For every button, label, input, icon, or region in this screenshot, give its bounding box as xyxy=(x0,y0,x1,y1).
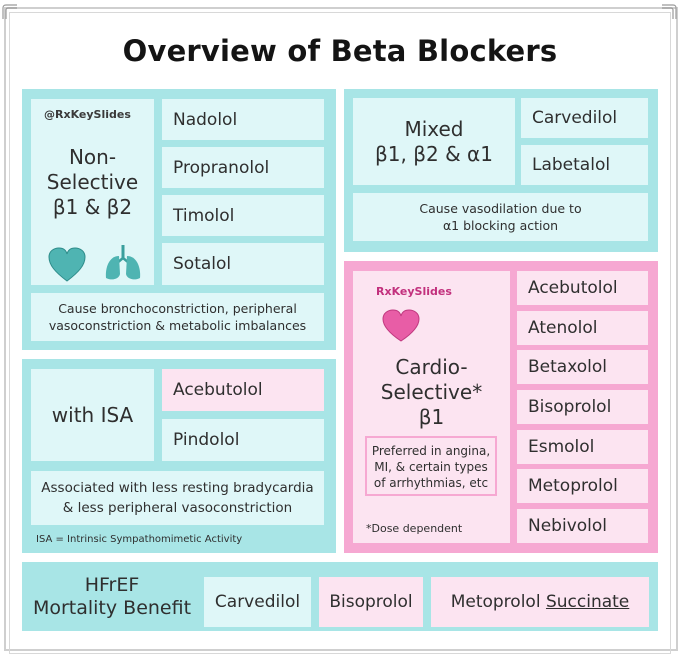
isa-footnote: ISA = Intrinsic Sympathomimetic Activity xyxy=(36,534,243,545)
cardio-selective-label: Cardio- Selective* β1 xyxy=(380,355,483,429)
drug-metoprolol: Metoprolol xyxy=(517,469,648,503)
heart-icon xyxy=(47,247,87,288)
hfref-drug-metoprolol-succinate: Metoprolol Succinate xyxy=(431,577,649,627)
drug-esmolol: Esmolol xyxy=(517,430,648,464)
non-selective-label-box xyxy=(31,99,154,285)
rxkeyslides-handle: RxKeySlides xyxy=(376,285,452,298)
drug-nebivolol: Nebivolol xyxy=(517,509,648,543)
corner-ornament-icon xyxy=(2,4,18,20)
rxkeyslides-handle: @RxKeySlides xyxy=(44,108,131,121)
heart-icon xyxy=(381,309,421,348)
mixed-note: Cause vasodilation due to α1 blocking action xyxy=(353,193,648,241)
drug-bisoprolol: Bisoprolol xyxy=(517,390,648,424)
drug-acebutolol-isa: Acebutolol xyxy=(162,369,324,411)
drug-sotalol: Sotalol xyxy=(162,243,324,285)
non-selective-panel xyxy=(22,89,336,350)
drug-labetalol: Labetalol xyxy=(521,145,648,185)
hfref-drug-carvedilol: Carvedilol xyxy=(204,577,311,627)
mixed-panel xyxy=(344,89,658,252)
hfref-drug-bisoprolol: Bisoprolol xyxy=(319,577,423,627)
drug-propranolol: Propranolol xyxy=(162,147,324,188)
mixed-label: Mixed β1, β2 & α1 xyxy=(353,98,515,185)
drug-acebutolol: Acebutolol xyxy=(517,271,648,305)
drug-nadolol: Nadolol xyxy=(162,99,324,140)
cardio-selective-note: Preferred in angina, MI, & certain types of arrhythmias, etc xyxy=(365,436,497,496)
drug-atenolol: Atenolol xyxy=(517,311,648,345)
dose-footnote: *Dose dependent xyxy=(366,522,463,535)
isa-panel xyxy=(22,359,336,553)
non-selective-note: Cause bronchoconstriction, peripheral vasoconstriction & metabolic imbalances xyxy=(31,293,324,341)
hfref-panel xyxy=(22,562,658,631)
isa-note: Associated with less resting bradycardia & less peripheral vasoconstriction xyxy=(31,471,324,525)
corner-ornament-icon xyxy=(661,4,677,20)
lungs-icon xyxy=(103,244,143,287)
cardio-selective-panel xyxy=(344,261,658,553)
page-title: Overview of Beta Blockers xyxy=(122,34,558,68)
hfref-label: HFrEF Mortality Benefit xyxy=(32,574,192,619)
drug-timolol: Timolol xyxy=(162,195,324,236)
isa-label: with ISA xyxy=(31,369,154,461)
non-selective-label: Non- Selective β1 & β2 xyxy=(46,145,139,219)
drug-pindolol: Pindolol xyxy=(162,419,324,461)
drug-betaxolol: Betaxolol xyxy=(517,350,648,384)
drug-carvedilol: Carvedilol xyxy=(521,98,648,138)
cardio-selective-label-box xyxy=(353,271,510,543)
